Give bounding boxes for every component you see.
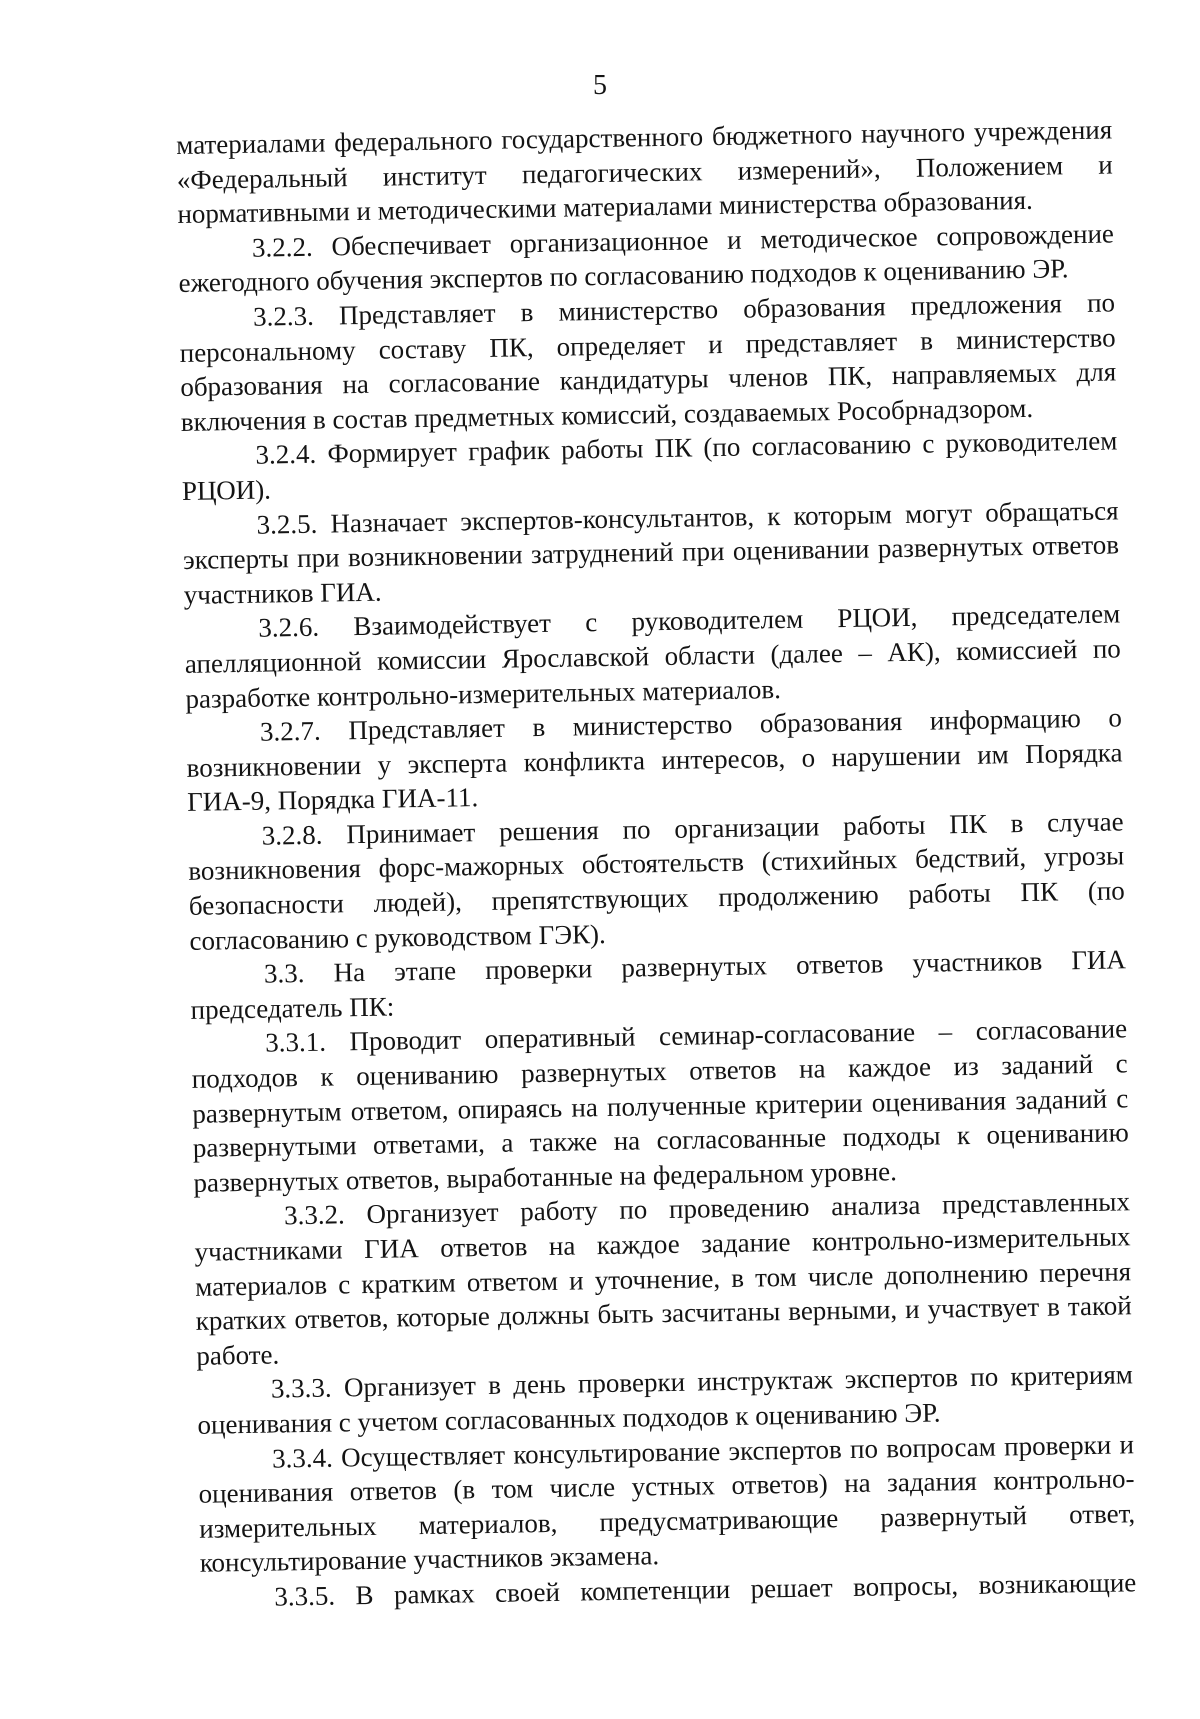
paragraph-3-2-4: 3.2.4. Формирует график работы ПК (по согласованию с руководителем РЦОИ). bbox=[181, 425, 1118, 506]
document-body bbox=[176, 112, 1137, 1615]
page-number: 5 bbox=[593, 70, 607, 101]
paragraph-3-2-8: 3.2.8. Принимает решения по организации работы ПК в случае возникновения форс-мажорных обстоятельств (стихийных бедствий, угрозы безопасности людей), препятствующих продолжению работы ПК (по согласованию с руководством ГЭК). bbox=[188, 806, 1126, 956]
paragraph-3-2-6: 3.2.6. Взаимодействует с руководителем РЦОИ, председателем апелляционной комиссии Ярославской области (далее – АК), комиссией по разработке контрольно-измерительных материалов. bbox=[184, 598, 1122, 714]
paragraph-3-2-2: 3.2.2. Обеспечивает организационное и методическое сопровождение ежегодного обучения экспертов по согласованию подходов к оцениванию ЭР. bbox=[178, 218, 1115, 299]
paragraph-3-2-3: 3.2.3. Представляет в министерство образования предложения по персональному составу ПК, определяет и представляет в министерство образования на согласование кандидатуры членов ПК, направляемых для включения в состав предметных комиссий, создаваемых Рособрнадзором. bbox=[179, 287, 1117, 437]
paragraph-3-2-7: 3.2.7. Представляет в министерство образования информацию о возникновении у эксперта конфликта интересов, о нарушении им Порядка ГИА-9, Порядка ГИА-11. bbox=[186, 702, 1123, 818]
paragraph-3-3-4: 3.3.4. Осуществляет консультирование экспертов по вопросам проверки и оценивания ответов (в том числе устных ответов) на задания контрольно-измерительных материалов, предусматривающие развернутый ответ, консультирование участников экзамена. bbox=[198, 1428, 1136, 1579]
paragraph-3-2-5: 3.2.5. Назначает экспертов-консультантов, к которым могут обращаться эксперты при возникновении затруднений при оценивании развернутых ответов участников ГИА. bbox=[182, 494, 1120, 610]
paragraph-3-3: 3.3. На этапе проверки развернутых ответов участников ГИА председатель ПК: bbox=[190, 944, 1127, 1025]
paragraph-3-3-2: 3.3.2. Организует работу по проведению анализа представленных участниками ГИА ответов на каждое задание контрольно-измерительных материалов с кратким ответом и уточнение, в том числе дополнению перечня кратких ответов, которые должны быть засчитаны верными, и участвует в такой работе. bbox=[194, 1186, 1132, 1371]
paragraph-3-3-1: 3.3.1. Проводит оперативный семинар-согласование – согласование подходов к оцениванию развернутых ответов на каждое из заданий с развернутым ответом, опираясь на полученные критерии оценивания заданий с развернутыми ответами, а также на согласованные подходы к оцениванию развернутых ответов, выработанные на федеральном уровне. bbox=[191, 1013, 1130, 1198]
paragraph-continuation: материалами федерального государственного бюджетного научного учреждения «Федеральный институт педагогических измерений», Положением и нормативными и методическими материалами министерства образования. bbox=[176, 114, 1113, 230]
paragraph-3-3-3: 3.3.3. Организует в день проверки инструктаж экспертов по критериям оценивания с учетом согласованных подходов к оцениванию ЭР. bbox=[197, 1359, 1134, 1440]
paragraph-3-3-5: 3.3.5. В рамках своей компетенции решает вопросы, возникающие bbox=[274, 1567, 1137, 1612]
